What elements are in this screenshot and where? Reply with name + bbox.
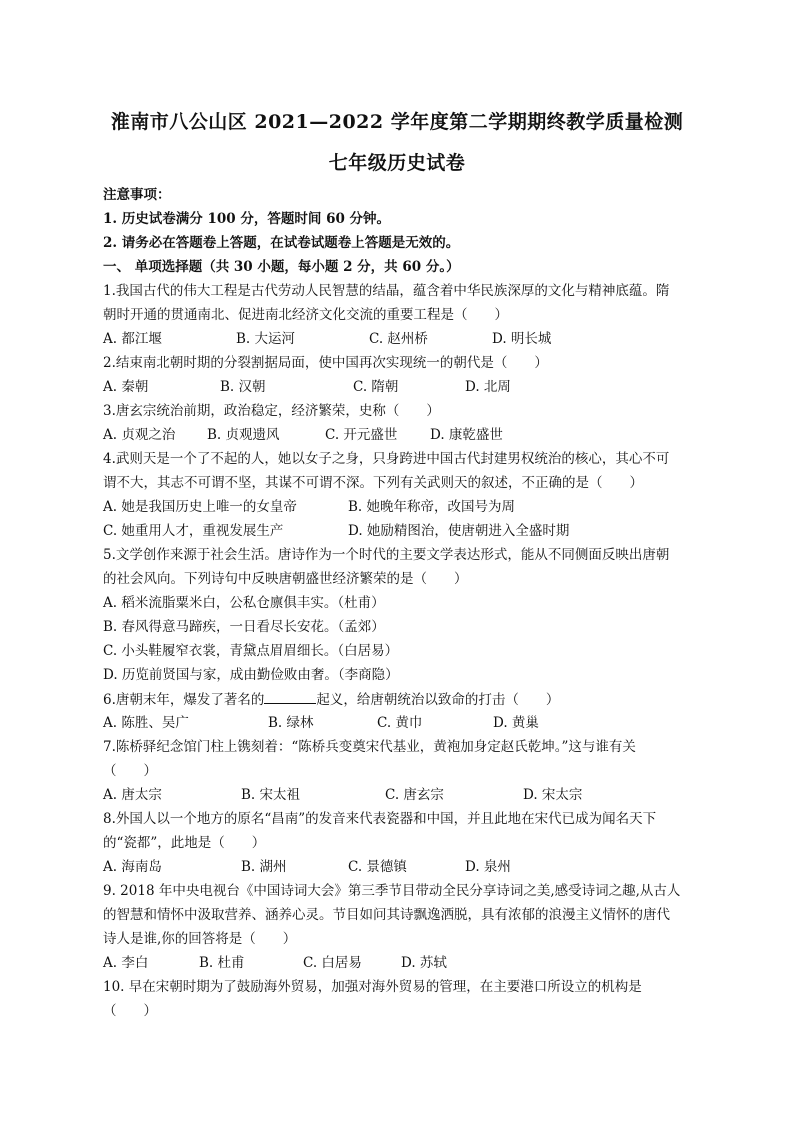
question-8-option-c[interactable]: C. 景德镇	[348, 859, 407, 875]
question-2-option-d[interactable]: D. 北周	[465, 379, 511, 395]
question-1-line-2: 朝时开通的贯通南北、促进南北经济文化交流的重要工程是（ ）	[103, 307, 508, 323]
answer-blank	[264, 689, 316, 704]
question-3-line-1: 3.唐玄宗统治前期，政治稳定，经济繁荣，史称（ ）	[103, 403, 440, 419]
question-7-option-c[interactable]: C. 唐玄宗	[385, 787, 444, 803]
question-6-line-1	[103, 689, 703, 710]
question-2-option-b[interactable]: B. 汉朝	[220, 379, 266, 395]
question-5-line-1: 5.文学创作来源于社会生活。唐诗作为一个时代的主要文学表达形式，能从不同侧面反映出唐朝	[103, 547, 670, 563]
question-10-line-1: 10. 早在宋朝时期为了鼓励海外贸易，加强对海外贸易的管理，在主要港口所设立的机构是	[103, 979, 642, 995]
exam-subtitle: 七年级历史试卷	[328, 152, 466, 174]
question-9-option-b[interactable]: B. 杜甫	[199, 955, 245, 971]
question-5-line-2: 的社会风向。下列诗句中反映唐朝盛世经济繁荣的是（ ）	[103, 571, 468, 587]
question-6-options	[103, 713, 703, 733]
question-5-option-b[interactable]: B. 春风得意马蹄疾，一日看尽长安花。（孟郊）	[103, 619, 385, 635]
question-1-option-d[interactable]: D. 明长城	[492, 331, 552, 347]
question-8-options	[103, 857, 703, 877]
question-3-options	[103, 425, 703, 445]
question-4-line-1: 4.武则天是一个了不起的人，她以女子之身，只身跨进中国古代封建男权统治的核心，其心不可	[103, 451, 670, 467]
question-4-option-a[interactable]: A. 她是我国历史上唯一的女皇帝	[103, 499, 297, 515]
question-9-line-1: 9. 2018 年中央电视台《中国诗词大会》第三季节目带动全民分享诗词之美,感受诗词之趣,从古人	[103, 883, 681, 899]
question-8-line-2: 的“瓷都”，此地是（ ）	[103, 835, 266, 851]
question-4-option-b[interactable]: B. 她晚年称帝，改国号为周	[348, 499, 516, 515]
question-9-option-d[interactable]: D. 苏轼	[401, 955, 447, 971]
question-5-option-d[interactable]: D. 历览前贤国与家，成由勤俭败由奢。（李商隐）	[103, 667, 399, 683]
question-7-options	[103, 785, 703, 805]
question-4-option-c[interactable]: C. 她重用人才，重视发展生产	[103, 523, 284, 539]
question-7-option-a[interactable]: A. 唐太宗	[103, 787, 162, 803]
question-1-option-c[interactable]: C. 赵州桥	[369, 331, 428, 347]
question-1-options	[103, 329, 703, 349]
question-9-option-a[interactable]: A. 李白	[103, 955, 149, 971]
question-4-option-d[interactable]: D. 她励精图治，使唐朝进入全盛时期	[348, 523, 570, 539]
question-2-option-c[interactable]: C. 隋朝	[353, 379, 399, 395]
note-item-1: 1. 历史试卷满分 100 分，答题时间 60 分钟。	[103, 211, 391, 227]
question-7-option-b[interactable]: B. 宋太祖	[241, 787, 301, 803]
question-3-option-b[interactable]: B. 贞观遗风	[207, 427, 280, 443]
question-2-option-a[interactable]: A. 秦朝	[103, 379, 149, 395]
question-3-option-c[interactable]: C. 开元盛世	[325, 427, 398, 443]
note-item-2: 2. 请务必在答题卷上答题，在试卷试题卷上答题是无效的。	[103, 235, 460, 251]
question-6-text-before-blank: 6.唐朝末年，爆发了著名的	[103, 692, 265, 708]
question-8-option-d[interactable]: D. 泉州	[465, 859, 511, 875]
question-2-options	[103, 377, 703, 397]
question-8-option-a[interactable]: A. 海南岛	[103, 859, 162, 875]
question-4-line-2: 谓不大，其志不可谓不坚，其谋不可谓不深。下列有关武则天的叙述，不正确的是（ ）	[103, 475, 643, 491]
question-6-option-b[interactable]: B. 绿林	[268, 715, 314, 731]
section-heading: 一、 单项选择题（共 30 小题，每小题 2 分，共 60 分。）	[103, 259, 460, 275]
question-5-option-c[interactable]: C. 小头鞋履窄衣裳，青黛点眉眉细长。（白居易）	[103, 643, 399, 659]
question-9-line-2: 的智慧和情怀中汲取营养、涵养心灵。节目如问其诗飘逸洒脱，具有浓郁的浪漫主义情怀的唐代	[103, 907, 670, 923]
question-2-line-1: 2.结束南北朝时期的分裂割据局面，使中国再次实现统一的朝代是（ ）	[103, 355, 548, 371]
question-7-line-1: 7.陈桥驿纪念馆门柱上镌刻着：“陈桥兵变奠宋代基业，黄袍加身定赵氏乾坤。”这与谁有关	[103, 739, 636, 755]
question-6-option-a[interactable]: A. 陈胜、吴广	[103, 715, 189, 731]
notes-heading: 注意事项：	[103, 187, 171, 203]
question-8-option-b[interactable]: B. 湖州	[241, 859, 287, 875]
question-6-option-d[interactable]: D. 黄巢	[493, 715, 539, 731]
exam-title: 淮南市八公山区 2021—2022 学年度第二学期期终教学质量检测	[110, 111, 684, 133]
question-9-option-c[interactable]: C. 白居易	[303, 955, 362, 971]
question-1-option-b[interactable]: B. 大运河	[236, 331, 296, 347]
question-9-line-3: 诗人是谁,你的回答将是（ ）	[103, 931, 297, 947]
question-7-option-d[interactable]: D. 宋太宗	[523, 787, 583, 803]
question-9-options	[103, 953, 703, 973]
question-4-options-row-2	[103, 521, 703, 541]
question-3-option-a[interactable]: A. 贞观之治	[103, 427, 176, 443]
question-3-option-d[interactable]: D. 康乾盛世	[430, 427, 503, 443]
question-7-line-2: （ ）	[103, 763, 157, 779]
question-6-text-after-blank: 起义，给唐朝统治以致命的打击（ ）	[316, 692, 560, 708]
question-8-line-1: 8.外国人以一个地方的原名“昌南”的发音来代表瓷器和中国，并且此地在宋代已成为闻名天下	[103, 811, 657, 827]
question-1-option-a[interactable]: A. 都江堰	[103, 331, 162, 347]
question-10-line-2: （ ）	[103, 1003, 157, 1019]
question-5-option-a[interactable]: A. 稻米流脂粟米白，公私仓廪俱丰实。（杜甫）	[103, 595, 385, 611]
question-6-option-c[interactable]: C. 黄巾	[377, 715, 423, 731]
question-1-line-1: 1.我国古代的伟大工程是古代劳动人民智慧的结晶，蕴含着中华民族深厚的文化与精神底蕴。隋	[103, 283, 670, 299]
question-4-options-row-1	[103, 497, 703, 517]
